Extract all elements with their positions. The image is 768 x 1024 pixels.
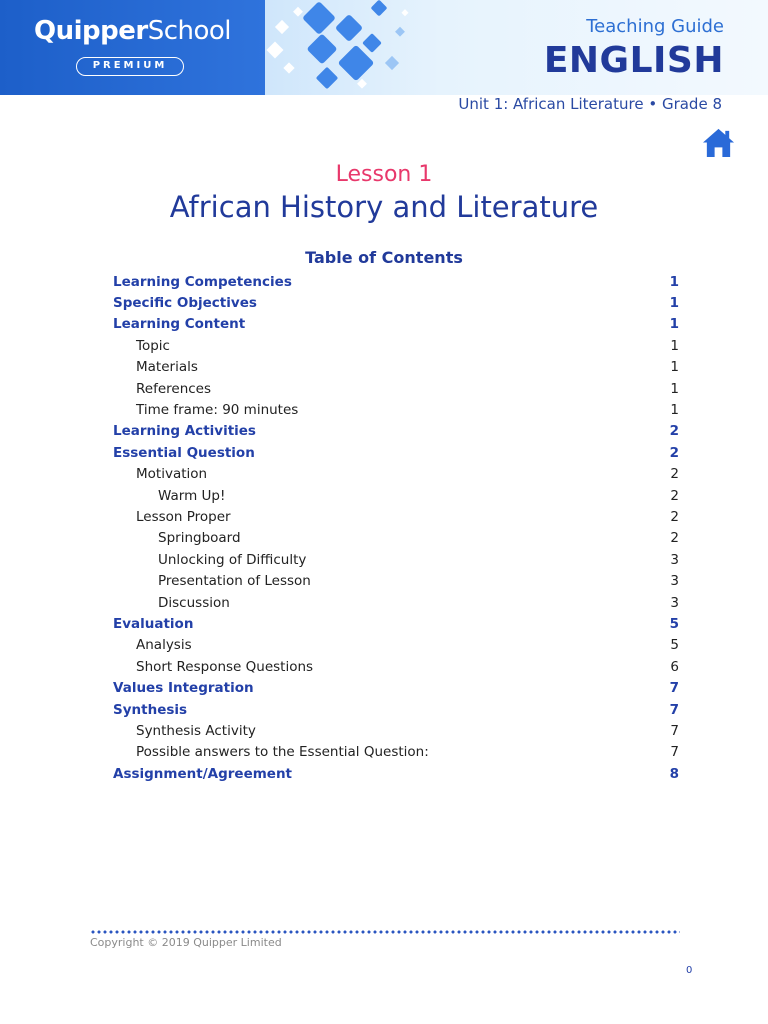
footer-dotted-divider (90, 930, 680, 934)
toc-entry-page: 6 (670, 658, 679, 675)
toc-entry[interactable] (113, 357, 679, 378)
toc-entry-page: 2 (670, 487, 679, 504)
toc-entry[interactable] (113, 506, 679, 527)
toc-entry[interactable] (113, 528, 679, 549)
toc-entry[interactable] (113, 570, 679, 591)
toc-entry-page: 3 (670, 594, 679, 611)
toc-entry-label: Springboard (158, 530, 241, 547)
toc-entry-page: 5 (669, 615, 679, 632)
toc-entry[interactable] (113, 378, 679, 399)
toc-entry-label: Unlocking of Difficulty (158, 551, 307, 568)
toc-entry-label: Warm Up! (158, 487, 226, 504)
logo-bold-text: Quipper (34, 16, 148, 46)
toc-entry[interactable] (113, 592, 679, 613)
page-header (0, 0, 768, 95)
toc-entry-label: Materials (136, 359, 198, 376)
toc-entry-page: 1 (669, 295, 679, 312)
premium-badge: PREMIUM (76, 57, 184, 76)
toc-entry[interactable] (113, 464, 679, 485)
toc-entry[interactable] (113, 399, 679, 420)
toc-entry[interactable] (113, 656, 679, 677)
unit-grade-line: Unit 1: African Literature • Grade 8 (458, 95, 722, 113)
toc-entry-page: 1 (670, 402, 679, 419)
toc-entry-page: 5 (670, 637, 679, 654)
toc-entry-label: Synthesis (113, 701, 188, 718)
toc-entry-page: 8 (669, 765, 679, 782)
toc-entry-page: 1 (669, 316, 679, 333)
toc-entry-label: Evaluation (113, 615, 194, 632)
teaching-guide-label: Teaching Guide (586, 16, 724, 37)
toc-entry[interactable] (113, 677, 679, 698)
toc-entry[interactable] (113, 421, 679, 442)
toc-entry-label: Discussion (158, 594, 230, 611)
toc-entry[interactable] (113, 314, 679, 335)
toc-entry[interactable] (113, 442, 679, 463)
toc-entry-label: References (136, 380, 212, 397)
toc-entry-label: Learning Competencies (113, 273, 292, 290)
toc-entry[interactable] (113, 763, 679, 784)
toc-entry-page: 2 (669, 423, 679, 440)
toc-entry[interactable] (113, 271, 679, 292)
toc-entry-label: Synthesis Activity (136, 722, 256, 739)
toc-entry-page: 1 (670, 337, 679, 354)
toc-entry-page: 2 (669, 444, 679, 461)
copyright-text: Copyright © 2019 Quipper Limited (90, 936, 282, 949)
toc-entry[interactable] (113, 292, 679, 313)
toc-entry-page: 2 (670, 508, 679, 525)
toc-entry-page: 2 (670, 466, 679, 483)
toc-entry-label: Motivation (136, 466, 208, 483)
logo-regular-text: School (147, 16, 232, 46)
toc-entry-label: Short Response Questions (136, 658, 314, 675)
toc-entry-page: 7 (669, 680, 679, 697)
toc-entry-label: Presentation of Lesson (158, 573, 311, 590)
toc-entry[interactable] (113, 485, 679, 506)
header-brand-panel (0, 0, 265, 95)
toc-entry-page: 7 (670, 722, 679, 739)
toc-entry-label: Learning Content (113, 316, 246, 333)
toc-entry-page: 1 (670, 380, 679, 397)
toc-entry[interactable] (113, 549, 679, 570)
toc-entry-label: Analysis (136, 637, 192, 654)
decorative-diamonds-pattern (255, 0, 425, 95)
toc-entry-page: 3 (670, 551, 679, 568)
quipper-school-logo (34, 16, 231, 46)
page-number: 0 (686, 965, 693, 976)
toc-entry-page: 1 (669, 273, 679, 290)
toc-entry-page: 7 (669, 701, 679, 718)
toc-entry-label: Lesson Proper (136, 508, 231, 525)
toc-entry-page: 1 (670, 359, 679, 376)
toc-heading: Table of Contents (305, 248, 463, 267)
toc-entry-label: Learning Activities (113, 423, 256, 440)
toc-entry-label: Essential Question (113, 444, 255, 461)
toc-entry-page: 7 (670, 744, 679, 761)
toc-entry-label: Specific Objectives (113, 295, 257, 312)
lesson-title: African History and Literature (169, 190, 599, 224)
toc-entry-label: Assignment/Agreement (113, 765, 293, 782)
toc-entry-label: Possible answers to the Essential Question: (136, 744, 429, 761)
subject-title: ENGLISH (543, 40, 724, 81)
toc-entry[interactable] (113, 635, 679, 656)
toc-entry-label: Topic (136, 337, 170, 354)
table-of-contents (113, 271, 679, 784)
toc-entry-label: Values Integration (113, 680, 254, 697)
toc-entry[interactable] (113, 335, 679, 356)
toc-entry[interactable] (113, 613, 679, 634)
lesson-number: Lesson 1 (335, 162, 433, 187)
toc-entry-page: 2 (670, 530, 679, 547)
toc-entry[interactable] (113, 742, 679, 763)
toc-entry[interactable] (113, 699, 679, 720)
toc-entry[interactable] (113, 720, 679, 741)
toc-entry-label: Time frame: 90 minutes (136, 402, 299, 419)
home-icon[interactable] (701, 126, 736, 159)
toc-entry-page: 3 (670, 573, 679, 590)
